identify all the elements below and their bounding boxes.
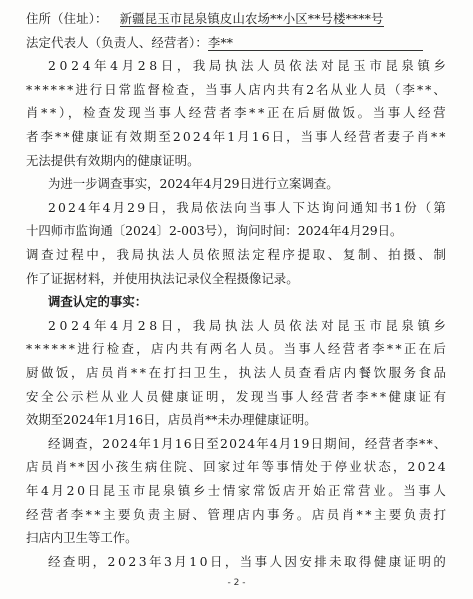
paragraph-5-line-4: 经营者李**主要负责主厨、管理店内事务。店员肖**主要负责打 bbox=[26, 506, 449, 522]
paragraph-4-line-5: 效期至2024年1月16日，店员肖**未办理健康证明。 bbox=[26, 412, 317, 428]
paragraph-5-line-1: 经调查，2024年1月16日至2024年4月19日期间，经营者李**、 bbox=[48, 435, 448, 451]
legal-rep-label: 法定代表人（负责人、经营者）： bbox=[26, 34, 208, 50]
paragraph-5-line-2: 店员肖**因小孩生病住院、回家过年等事情处于停业状态，2024 bbox=[26, 459, 448, 475]
paragraph-1-line-2: ******进行日常监督检查，当事人店内共有2名从业人员（李**、 bbox=[26, 81, 448, 97]
paragraph-6-line-1: 经查明，2023年3月10日，当事人因安排未取得健康证明的 bbox=[48, 553, 449, 569]
paragraph-3-line-2: 十四师市监询通〔2024〕2-003号），询问时间：2024年4月29日。 bbox=[26, 223, 403, 239]
paragraph-3-line-1: 2024年4月29日，我局依法向当事人下达询问通知书1份（第 bbox=[48, 199, 448, 215]
paragraph-4-line-4: 安全公示栏从业人员健康证明，发现当事人经营者李**健康证有 bbox=[26, 388, 449, 404]
address-label: 住所（住址）： bbox=[26, 11, 108, 26]
address-line bbox=[26, 11, 384, 27]
paragraph-4-line-2: ******进行检查，店内共有两名人员。当事人经营者李**正在后 bbox=[26, 341, 449, 357]
paragraph-3-line-4: 作了证据材料，并使用执法记录仪全程摄像记录。 bbox=[26, 270, 299, 286]
paragraph-1-line-3: 肖**），检查发现当事人经营者李**正在后厨做饭。当事人经营 bbox=[26, 105, 449, 121]
legal-rep-value: 李** bbox=[208, 35, 423, 51]
paragraph-1-line-1: 2024年4月28日，我局执法人员依法对昆玉市昆泉镇乡 bbox=[48, 58, 450, 74]
paragraph-3-line-3: 调查过程中，我局执法人员依照法定程序提取、复制、拍摄、制 bbox=[26, 247, 449, 262]
section-heading: 调查认定的事实： bbox=[48, 294, 148, 310]
paragraph-1-line-5: 无法提供有效期内的健康证明。 bbox=[26, 152, 200, 168]
paragraph-5-line-3: 年4月20日昆玉市昆泉镇乡士情家常饭店开始正常营业。当事人 bbox=[26, 483, 449, 498]
paragraph-4-line-1: 2024年4月28日，我局执法人员依法对昆玉市昆泉镇乡 bbox=[48, 317, 450, 333]
paragraph-4-line-3: 厨做饭，店员肖**在打扫卫生，执法人员查看店内餐饮服务食品 bbox=[26, 365, 449, 380]
paragraph-2-line-1: 为进一步调查事实，2024年4月29日进行立案调查。 bbox=[48, 176, 339, 192]
paragraph-1-line-4: 者李**健康证有效期至2024年1月16日，当事人经营者妻子肖** bbox=[26, 129, 448, 144]
address-value: 新疆昆玉市昆泉镇皮山农场**小区**号楼****号 bbox=[119, 11, 384, 26]
legal-rep-line bbox=[26, 35, 423, 51]
page-number: - 2 - bbox=[227, 578, 246, 588]
paragraph-5-line-5: 扫店内卫生等工作。 bbox=[26, 530, 138, 546]
